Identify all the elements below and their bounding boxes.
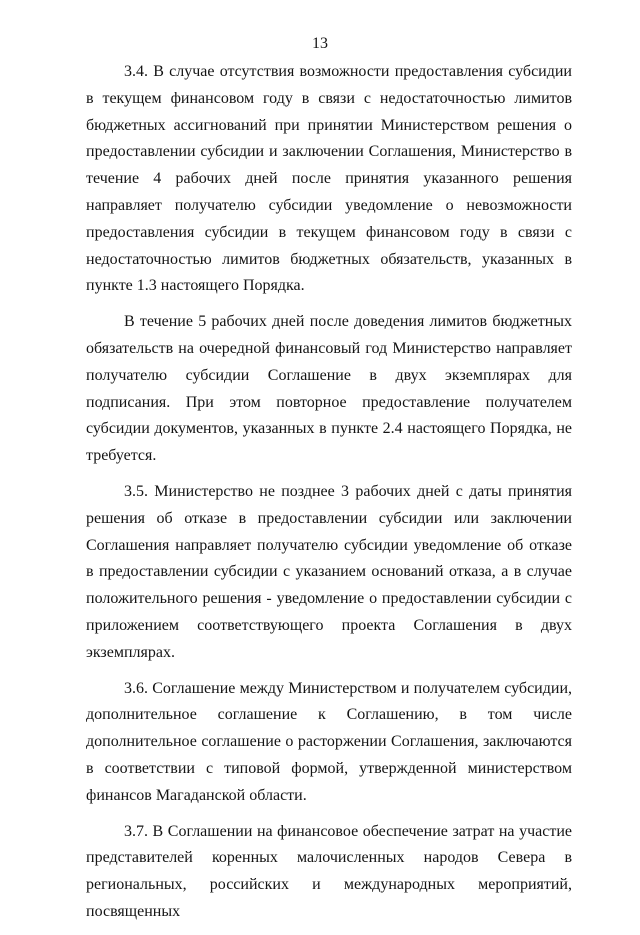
- document-body: [86, 59, 572, 935]
- paragraph-3-4: 3.4. В случае отсутствия возможности предоставления субсидии в текущем финансовом году в связи с недостаточностью лимитов бюджетных ассигнований при принятии Министерством решения о предоставлении субсидии и заключении Соглашения, Министерство в течение 4 рабочих дней после принятия указанного решения направляет получателю субсидии уведомление о невозможности предоставления субсидии в текущем финансовом году в связи с недостаточностью лимитов бюджетных обязательств, указанных в пункте 1.3 настоящего Порядка.: [86, 63, 572, 295]
- paragraph-3-5: 3.5. Министерство не позднее 3 рабочих дней с даты принятия решения об отказе в предоставлении субсидии или заключении Соглашения направляет получателю субсидии уведомление об отказе в предоставлении субсидии с указанием оснований отказа, а в случае положительного решения - уведомление о предоставлении субсидии с приложением соответствующего проекта Соглашения в двух экземплярах.: [86, 482, 572, 661]
- paragraph-3-7: 3.7. В Соглашении на финансовое обеспечение затрат на участие представителей коренных малочисленных народов Севера в региональных, российских и международных мероприятий, посвященных: [86, 822, 572, 920]
- paragraph-3-6: 3.6. Соглашение между Министерством и получателем субсидии, дополнительное соглашение к Соглашению, в том числе дополнительное соглашение о расторжении Соглашения, заключаются в соответствии с типовой формой, утвержденной министерством финансов Магаданской области.: [86, 679, 572, 804]
- paragraph-3-4-continued: В течение 5 рабочих дней после доведения лимитов бюджетных обязательств на очередной финансовый год Министерство направляет получателю субсидии Соглашение в двух экземплярах для подписания. При этом повторное предоставление получателем субсидии документов, указанных в пункте 2.4 настоящего Порядка, не требуется.: [86, 313, 572, 465]
- page-number: 13: [312, 35, 328, 52]
